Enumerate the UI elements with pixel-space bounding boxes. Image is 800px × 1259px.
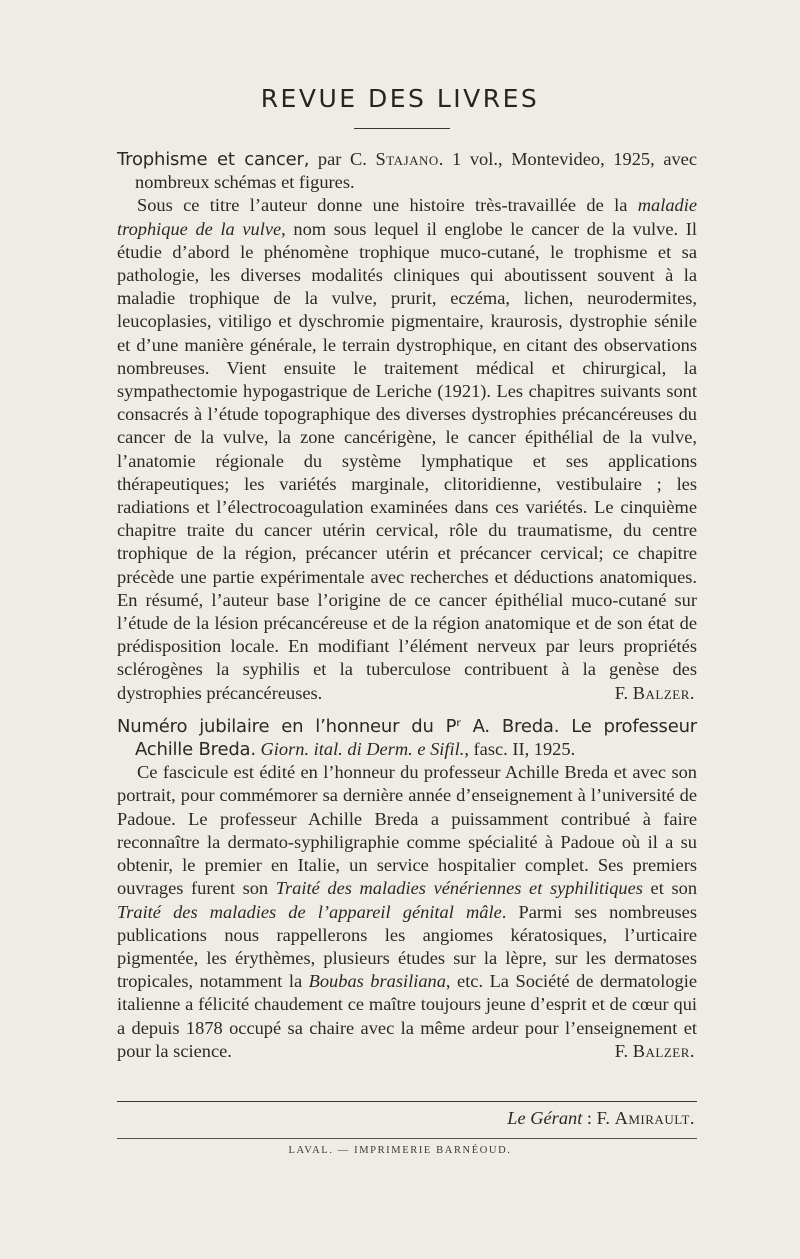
signature-name: Balzer.	[632, 1040, 695, 1061]
review-1-by: par C.	[309, 149, 376, 169]
footer-divider	[117, 1101, 697, 1102]
review-1-author: Stajano	[375, 149, 439, 169]
printer-divider	[117, 1138, 697, 1139]
gerant-line	[117, 1108, 695, 1129]
gerant-label: Le Gérant	[507, 1108, 583, 1128]
signature-name: Balzer.	[632, 682, 695, 703]
review-1-body	[117, 194, 697, 704]
printer-imprint: LAVAL. — IMPRIMERIE BARNÉOUD.	[288, 1145, 512, 1156]
review-2-signature	[595, 1040, 697, 1063]
signature-initial: F.	[614, 682, 633, 703]
reviews-column	[117, 148, 697, 1063]
review-2-text-part: . Parmi ses nombreuses publications nous rappellerons les angiomes kératosiques, l’urticaire pigmentée, les érythèmes, plusieurs études sur la lèpre, sur les dermatoses tropicales, notamment la	[117, 901, 697, 992]
review-1-text-part: , nom sous lequel il englobe le cancer de la vulve. Il étudie d’abord le phénomène trophique muco-cutané, le trophisme et sa pathologie, les diverses modalités cliniques qui aboutissent souvent à la maladie trophique de la vulve, prurit, eczéma, lichen, neurodermites, leucoplasies, vitiligo et dyschromie pigmentaire, kraurosis, dystrophie sénile et d’une manière générale, le terrain dystrophique, en citant des observations nombreuses. Vient ensuite le traitement médical et chirurgical, la sympathectomie hypogastrique de Leriche (1921). Les chapitres suivants sont consacrés à l’étude topographique des diverses dystrophies précancéreuses du cancer de la vulve, la zone cancérigène, le cancer épithélial de la vulve, l’anatomie régionale du système lymphatique et ses applications thérapeutiques; les variétés marginale, clitoridienne, vestibulaire ; les radiations et l’électrocoagulation examinées dans ces variétés. Le cinquième chapitre traite du cancer utérin cervical, rôle du traumatisme, du centre trophique de la région, précancer utérin et précancer cervical; ce chapitre précède une partie expérimentale avec recherches et déductions anatomiques. En résumé, l’auteur base l’origine de ce cancer épithélial muco-cutané sur l’étude de la lésion précancéreuse et de la région anatomique et de son état de prédisposition locale. En modifiant l’élément nerveux par leurs propriétés sclérogènes la syphilis et la tuberculose contribuent à la genèse des dystrophies précancéreuses.	[117, 218, 697, 703]
review-2-text-part: et son	[642, 878, 698, 899]
review-2-italic-title: Traité des maladies vénériennes et syphilitiques	[275, 878, 643, 899]
review-1-italic-term: maladie trophique de la vulve	[117, 195, 697, 239]
review-2-italic-title: Boubas brasiliana	[308, 971, 446, 992]
review-2-italic-title: Traité des maladies de l’appareil génital mâle	[117, 901, 502, 922]
gerant-name: Amirault.	[614, 1108, 695, 1128]
review-1-publication: . 1 vol., Montevideo, 1925, avec nombreux schémas et figures.	[135, 149, 698, 193]
review-2-journal: Giorn. ital. di Derm. e Sifil.	[260, 739, 465, 760]
page-title: REVUE DES LIVRES	[260, 84, 540, 113]
review-spacer	[117, 705, 697, 715]
review-1-heading	[117, 148, 697, 194]
review-1-text-part: Sous ce titre l’auteur donne une histoire très-travaillée de la	[137, 195, 638, 216]
review-2-text-part: , etc. La Société de dermatologie italienne a félicité chaudement ce maître toujours jeune d’esprit et de cœur qui a depuis 1878 occupé sa chaire avec la même ardeur pour l’enseignement et pour la science.	[117, 971, 697, 1061]
review-2-body	[117, 761, 697, 1063]
gerant-separator: : F.	[582, 1108, 615, 1128]
review-1-signature	[595, 682, 697, 705]
review-2-text-part: Ce fascicule est édité en l’honneur du professeur Achille Breda et avec son portrait, pour commémorer sa dernière année d’enseignement à l’université de Padoue. Le professeur Achille Breda a puissamment contribué à faire reconnaître la dermato-syphiligraphie comme spécialité à Padoue où il a su obtenir, le premier en Italie, un service hospitalier complet. Ses premiers ouvrages furent son	[117, 762, 697, 899]
title-divider	[354, 128, 450, 129]
review-1-title: Trophisme et cancer,	[117, 149, 310, 170]
review-2-heading	[117, 715, 697, 761]
review-2-title: Numéro jubilaire en l’honneur du Pʳ A. Breda. Le professeur Achille Breda.	[117, 715, 697, 761]
review-2-publication: , fasc. II, 1925.	[464, 739, 576, 760]
signature-initial: F.	[614, 1040, 633, 1061]
